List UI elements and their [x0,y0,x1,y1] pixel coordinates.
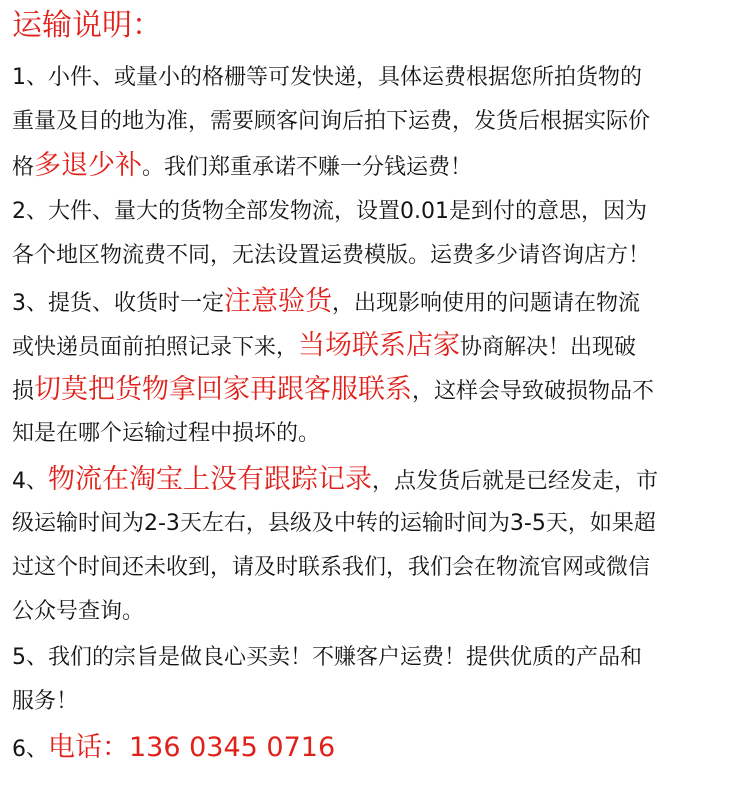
line-text: 级运输时间为2-3天左右，县级及中转的运输时间为3-5天，如果超 [12,511,656,536]
highlight-text: 切莫把货物拿回家再跟客服联系 [34,374,413,405]
line-text: 5、我们的宗旨是做良心买卖！不赚客户运费！提供优质的产品和 [12,645,642,670]
notice-item [12,56,740,188]
notice-content [12,56,740,770]
notice-line [12,324,740,368]
line-text: 服务！ [12,689,79,714]
notice-line [12,56,740,100]
notice-line [12,412,740,456]
line-text: ，点发货后就是已经发走，市 [372,469,659,494]
line-text: 3、提货、收货时一定 [12,291,224,316]
line-text: 过这个时间还未收到，请及时联系我们，我们会在物流官网或微信 [12,555,651,580]
highlight-text: 物流在淘宝上没有跟踪记录 [48,464,372,495]
line-text: 或快递员面前拍照记录下来， [12,335,299,360]
phone-number: 136 0345 0716 [129,732,336,763]
line-text: ，这样会导致破损物品不 [412,379,655,404]
line-text: 公众号查询。 [12,599,145,624]
line-text: 2、大件、量大的货物全部发物流，设置0.01是到付的意思，因为 [12,199,647,224]
highlight-text: 电话： [48,732,129,763]
notice-line [12,636,740,680]
notice-item [12,726,740,770]
line-text: 知是在哪个运输过程中损坏的。 [12,421,321,446]
notice-item [12,280,740,456]
notice-line [12,502,740,546]
notice-line [12,100,740,144]
notice-line [12,368,740,412]
notice-title: 运输说明： [12,8,162,43]
notice-line [12,190,740,234]
notice-item [12,636,740,724]
line-text: 协商解决！出现破 [460,335,637,360]
notice-item [12,190,740,278]
notice-line [12,458,740,502]
highlight-text: 当场联系店家 [298,330,461,361]
highlight-text: 注意验货 [224,286,332,317]
notice-line [12,234,740,278]
line-text: 各个地区物流费不同，无法设置运费模版。运费多少请咨询店方！ [12,243,651,268]
notice-line [12,144,740,188]
line-text: ，出现影响使用的问题请在物流 [332,291,641,316]
line-text: 4、 [12,469,48,494]
highlight-text: 多退少补 [34,150,143,181]
notice-line [12,680,740,724]
notice-item [12,458,740,634]
line-text: 1、小件、或量小的格栅等可发快递，具体运费根据您所拍货物的 [12,65,642,90]
notice-line [12,726,740,770]
notice-line [12,280,740,324]
line-text: 损 [12,379,35,404]
notice-line [12,590,740,634]
line-text: 格 [12,155,35,180]
line-text: 。我们郑重承诺不赚一分钱运费！ [142,155,473,180]
line-text: 重量及目的地为准，需要顾客问询后拍下运费，发货后根据实际价 [12,109,651,134]
line-text: 6、 [12,737,48,762]
notice-line [12,546,740,590]
